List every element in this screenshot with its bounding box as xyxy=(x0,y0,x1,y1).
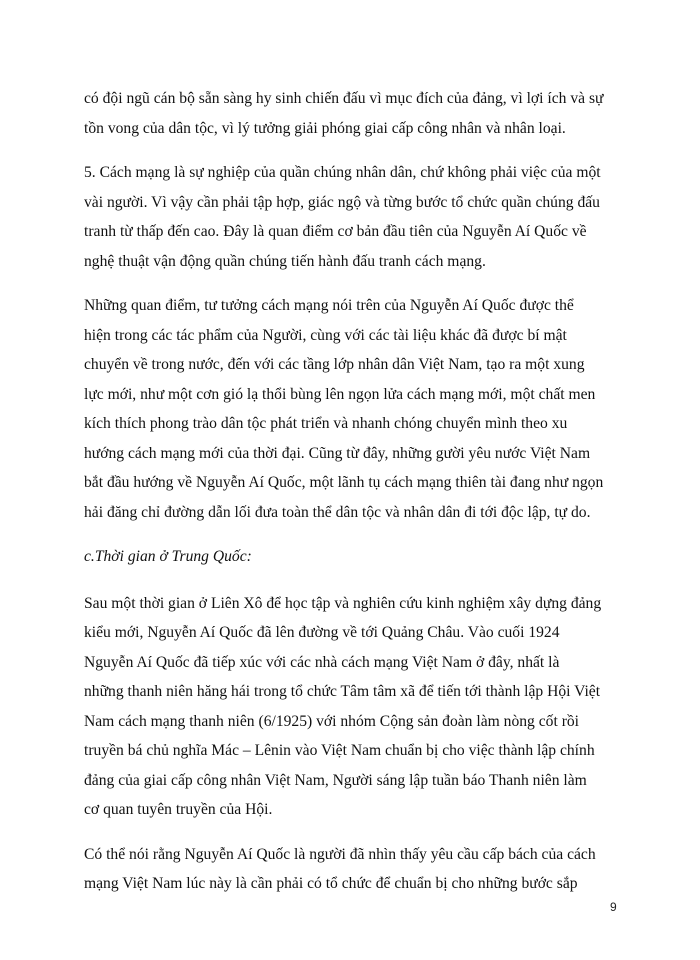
text-line: tranh từ thấp đến cao. Đây là quan điểm cơ bản đầu tiên của Nguyễn Aí Quốc về xyxy=(84,223,587,240)
text-line: có đội ngũ cán bộ sẵn sàng hy sinh chiến đấu vì mục đích của đảng, vì lợi ích và sự xyxy=(84,90,604,107)
text-line: chuyển về trong nước, đến với các tầng lớp nhân dân Việt Nam, tạo ra một xung xyxy=(84,356,585,373)
text-line: những thanh niên hăng hái trong tổ chức Tâm tâm xã để tiến tới thành lập Hội Việt xyxy=(84,683,601,700)
paragraph-5 xyxy=(84,840,624,899)
text-line: Nguyễn Aí Quốc đã tiếp xúc với các nhà cách mạng Việt Nam ở đây, nhất là xyxy=(84,653,560,671)
text-line: 5. Cách mạng là sự nghiệp của quần chúng nhân dân, chứ không phải việc của một xyxy=(84,164,601,181)
text-line: Những quan điểm, tư tưởng cách mạng nói trên của Nguyễn Aí Quốc được thể xyxy=(84,297,574,314)
text-line: Sau một thời gian ở Liên Xô để học tập và nghiên cứu kinh nghiệm xây dựng đảng xyxy=(84,594,602,612)
text-line: Có thể nói rằng Nguyễn Aí Quốc là người đã nhìn thấy yêu cầu cấp bách của cách xyxy=(84,845,596,863)
paragraph-2 xyxy=(84,158,624,276)
text-line: hải đăng chỉ đường dẫn lối đưa toàn thể dân tộc và nhân dân đi tới độc lập, tự do. xyxy=(84,503,591,521)
paragraph-1 xyxy=(84,84,624,143)
text-line: hiện trong các tác phẩm của Người, cùng với các tài liệu khác đã được bí mật xyxy=(84,326,567,344)
text-line: bắt đầu hướng về Nguyễn Aí Quốc, một lãnh tụ cách mạng thiên tài đang như ngọn xyxy=(84,474,604,491)
text-line: truyền bá chủ nghĩa Mác – Lênin vào Việt Nam chuẩn bị cho việc thành lập chính xyxy=(84,742,595,759)
page-body xyxy=(84,84,624,914)
text-line: nghệ thuật vận động quần chúng tiến hành đấu tranh cách mạng. xyxy=(84,252,486,270)
text-line: cơ quan tuyên truyền của Hội. xyxy=(84,801,273,818)
text-line: đảng của giai cấp công nhân Việt Nam, Người sáng lập tuần báo Thanh niên làm xyxy=(84,771,587,789)
section-heading: c.Thời gian ở Trung Quốc: xyxy=(84,548,252,565)
text-line: mạng Việt Nam lúc này là cần phải có tổ chức để chuẩn bị cho những bước sắp xyxy=(84,875,578,892)
text-line: Nam cách mạng thanh niên (6/1925) với nhóm Cộng sản đoàn làm nòng cốt rồi xyxy=(84,712,580,730)
text-line: tồn vong của dân tộc, vì lý tưởng giải phóng giai cấp công nhân và nhân loại. xyxy=(84,119,566,137)
page-number: 9 xyxy=(610,900,617,914)
text-line: hướng cách mạng mới của thời đại. Cũng từ đây, những gười yêu nước Việt Nam xyxy=(84,444,591,462)
text-line: kiểu mới, Nguyễn Aí Quốc đã lên đường về tới Quảng Châu. Vào cuối 1924 xyxy=(84,624,560,641)
text-line: vài người. Vì vậy cần phải tập hợp, giác ngộ và từng bước tổ chức quần chúng đấu xyxy=(84,193,600,211)
text-line: kích thích phong trào dân tộc phát triển và nhanh chóng chuyển mình theo xu xyxy=(84,415,568,432)
paragraph-4 xyxy=(84,589,624,825)
text-line: lực mới, như một cơn gió lạ thổi bùng lên ngọn lửa cách mạng mới, một chất men xyxy=(84,385,596,403)
paragraph-3 xyxy=(84,291,624,527)
